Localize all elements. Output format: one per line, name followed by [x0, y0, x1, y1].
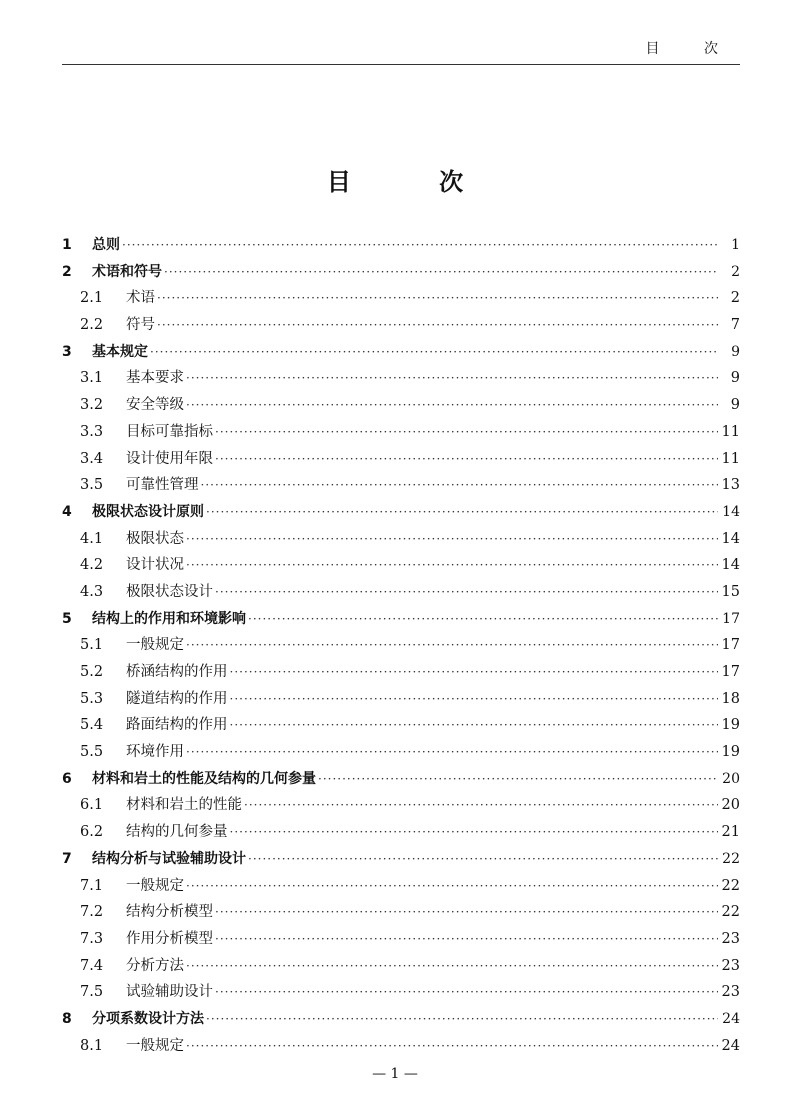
toc-entry-page: 1	[731, 237, 740, 253]
toc-entry-number: 1	[62, 237, 72, 253]
dot-leader	[215, 926, 718, 953]
toc-entry-number: 4.2	[80, 557, 104, 574]
dot-leader	[215, 579, 718, 606]
toc-section-entry[interactable]	[62, 365, 740, 392]
toc-entry-label: 符号	[126, 317, 155, 334]
dot-leader	[157, 312, 718, 339]
toc-entry-page: 18	[721, 690, 740, 707]
toc-entry-label: 分析方法	[126, 957, 184, 974]
toc-entry-number: 7.3	[80, 930, 104, 947]
page-number: — 1 —	[372, 1066, 418, 1082]
toc-section-entry[interactable]	[62, 285, 740, 312]
toc-chapter-entry[interactable]	[62, 499, 740, 526]
toc-section-entry[interactable]	[62, 739, 740, 766]
toc-section-entry[interactable]	[62, 659, 740, 686]
toc-entry-page: 22	[722, 850, 740, 867]
dot-leader	[150, 339, 718, 366]
toc-entry-number: 3.4	[80, 450, 104, 467]
toc-entry-label: 材料和岩土的性能	[126, 797, 242, 814]
toc-entry-label: 材料和岩土的性能及结构的几何参量	[92, 770, 316, 787]
toc-entry-number: 3.2	[80, 397, 104, 414]
table-of-contents	[62, 232, 740, 1059]
page-title: 目 次	[326, 167, 504, 197]
dot-leader	[248, 846, 718, 873]
toc-entry-page: 24	[722, 1010, 740, 1027]
toc-entry-page: 20	[721, 797, 740, 814]
toc-entry-page: 14	[721, 557, 740, 574]
toc-entry-number: 2	[62, 263, 72, 280]
toc-entry-page: 23	[721, 957, 740, 974]
toc-entry-label: 目标可靠指标	[126, 423, 213, 440]
dot-leader	[230, 819, 718, 846]
toc-section-entry[interactable]	[62, 1033, 740, 1060]
toc-entry-page: 14	[722, 503, 740, 520]
toc-entry-page: 2	[730, 290, 740, 307]
dot-leader	[230, 712, 718, 739]
toc-entry-number: 3	[62, 343, 72, 360]
toc-entry-page: 21	[721, 824, 740, 841]
toc-entry-page: 11	[721, 423, 740, 440]
dot-leader	[318, 766, 718, 793]
dot-leader	[157, 285, 718, 312]
toc-entry-number: 5.4	[80, 717, 104, 734]
dot-leader	[186, 392, 718, 419]
toc-entry-label: 作用分析模型	[126, 930, 213, 947]
toc-entry-label: 极限状态设计原则	[92, 503, 204, 520]
toc-section-entry[interactable]	[62, 419, 740, 446]
toc-entry-label: 设计使用年限	[126, 450, 213, 467]
toc-entry-number: 5	[62, 610, 72, 627]
toc-chapter-entry[interactable]	[62, 1006, 740, 1033]
toc-entry-page: 14	[721, 530, 740, 547]
toc-entry-number: 8.1	[80, 1037, 104, 1054]
toc-section-entry[interactable]	[62, 979, 740, 1006]
toc-entry-page: 22	[721, 877, 740, 894]
toc-entry-label: 可靠性管理	[126, 477, 199, 494]
toc-entry-number: 3.5	[80, 477, 104, 494]
dot-leader	[164, 259, 718, 286]
dot-leader	[215, 979, 718, 1006]
dot-leader	[248, 606, 718, 633]
toc-entry-page: 17	[721, 664, 740, 680]
toc-section-entry[interactable]	[62, 579, 740, 606]
toc-section-entry[interactable]	[62, 953, 740, 980]
toc-entry-label: 一般规定	[126, 637, 184, 654]
toc-entry-number: 5.2	[80, 664, 104, 680]
toc-section-entry[interactable]	[62, 792, 740, 819]
dot-leader	[201, 472, 718, 499]
toc-section-entry[interactable]	[62, 926, 740, 953]
toc-chapter-entry[interactable]	[62, 259, 740, 286]
toc-entry-number: 5.1	[80, 637, 104, 654]
toc-entry-label: 设计状况	[126, 557, 184, 574]
toc-entry-label: 分项系数设计方法	[92, 1010, 204, 1027]
toc-entry-number: 7	[62, 850, 72, 867]
toc-entry-number: 6.2	[80, 824, 104, 841]
toc-entry-label: 基本要求	[126, 370, 184, 387]
toc-entry-page: 19	[721, 744, 740, 761]
toc-entry-label: 总则	[92, 237, 120, 253]
toc-entry-page: 9	[730, 397, 740, 414]
toc-entry-number: 7.1	[80, 877, 104, 894]
toc-entry-number: 6	[62, 770, 72, 787]
toc-entry-page: 9	[730, 370, 740, 387]
toc-entry-number: 4	[62, 503, 72, 520]
toc-entry-label: 术语和符号	[92, 263, 162, 280]
toc-section-entry[interactable]	[62, 472, 740, 499]
toc-entry-number: 4.1	[80, 530, 104, 547]
toc-entry-page: 24	[721, 1037, 740, 1054]
dot-leader	[215, 899, 718, 926]
dot-leader	[186, 526, 718, 553]
toc-entry-number: 5.5	[80, 744, 104, 761]
toc-entry-page: 17	[722, 610, 740, 627]
toc-entry-label: 结构分析与试验辅助设计	[92, 850, 246, 867]
toc-section-entry[interactable]	[62, 819, 740, 846]
toc-entry-page: 17	[721, 637, 740, 654]
toc-chapter-entry[interactable]	[62, 846, 740, 873]
toc-entry-page: 9	[731, 343, 740, 360]
toc-chapter-entry[interactable]	[62, 232, 740, 259]
dot-leader	[186, 632, 718, 659]
toc-entry-label: 极限状态设计	[126, 583, 213, 600]
toc-entry-number: 2.2	[80, 317, 104, 334]
dot-leader	[230, 659, 718, 686]
toc-entry-label: 结构的几何参量	[126, 824, 228, 841]
toc-entry-label: 试验辅助设计	[126, 984, 213, 1001]
toc-entry-label: 安全等级	[126, 397, 184, 414]
toc-entry-page: 22	[721, 904, 740, 921]
toc-section-entry[interactable]	[62, 312, 740, 339]
toc-section-entry[interactable]	[62, 526, 740, 553]
dot-leader	[230, 686, 718, 713]
toc-entry-label: 环境作用	[126, 744, 184, 761]
toc-entry-number: 7.5	[80, 984, 104, 1001]
header-rule	[62, 64, 740, 65]
toc-entry-label: 结构分析模型	[126, 904, 213, 921]
toc-entry-label: 路面结构的作用	[126, 717, 228, 734]
dot-leader	[186, 739, 718, 766]
dot-leader	[122, 232, 718, 259]
dot-leader	[244, 792, 718, 819]
toc-chapter-entry[interactable]	[62, 339, 740, 366]
toc-entry-page: 20	[722, 770, 740, 787]
dot-leader	[215, 446, 718, 473]
toc-entry-page: 19	[721, 717, 740, 734]
toc-section-entry[interactable]	[62, 446, 740, 473]
toc-entry-page: 13	[721, 477, 740, 494]
toc-entry-label: 基本规定	[92, 343, 148, 360]
dot-leader	[186, 953, 718, 980]
toc-entry-page: 11	[721, 450, 740, 467]
toc-chapter-entry[interactable]	[62, 606, 740, 633]
toc-entry-label: 桥涵结构的作用	[126, 664, 228, 680]
toc-entry-page: 7	[730, 317, 740, 334]
toc-entry-number: 3.1	[80, 370, 104, 387]
toc-section-entry[interactable]	[62, 552, 740, 579]
toc-entry-number: 4.3	[80, 583, 104, 600]
toc-entry-number: 2.1	[80, 290, 104, 307]
toc-section-entry[interactable]	[62, 712, 740, 739]
toc-entry-page: 23	[721, 930, 740, 947]
toc-entry-label: 一般规定	[126, 1037, 184, 1054]
toc-entry-number: 3.3	[80, 423, 104, 440]
toc-entry-page: 23	[721, 984, 740, 1001]
toc-entry-number: 7.2	[80, 904, 104, 921]
toc-entry-page: 2	[731, 263, 740, 280]
dot-leader	[186, 365, 718, 392]
toc-entry-label: 结构上的作用和环境影响	[92, 610, 246, 627]
toc-entry-label: 一般规定	[126, 877, 184, 894]
toc-entry-number: 8	[62, 1010, 72, 1027]
toc-entry-number: 7.4	[80, 957, 104, 974]
dot-leader	[206, 499, 718, 526]
dot-leader	[206, 1006, 718, 1033]
toc-section-entry[interactable]	[62, 873, 740, 900]
toc-section-entry[interactable]	[62, 686, 740, 713]
toc-entry-label: 隧道结构的作用	[126, 690, 228, 707]
dot-leader	[186, 873, 718, 900]
toc-chapter-entry[interactable]	[62, 766, 740, 793]
dot-leader	[186, 552, 718, 579]
toc-section-entry[interactable]	[62, 899, 740, 926]
dot-leader	[215, 419, 718, 446]
toc-entry-number: 6.1	[80, 797, 104, 814]
toc-entry-page: 15	[721, 583, 740, 600]
running-header: 目 次	[645, 41, 738, 57]
toc-entry-number: 5.3	[80, 690, 104, 707]
toc-section-entry[interactable]	[62, 632, 740, 659]
toc-entry-label: 极限状态	[126, 530, 184, 547]
toc-entry-label: 术语	[126, 290, 155, 307]
toc-section-entry[interactable]	[62, 392, 740, 419]
dot-leader	[186, 1033, 718, 1060]
